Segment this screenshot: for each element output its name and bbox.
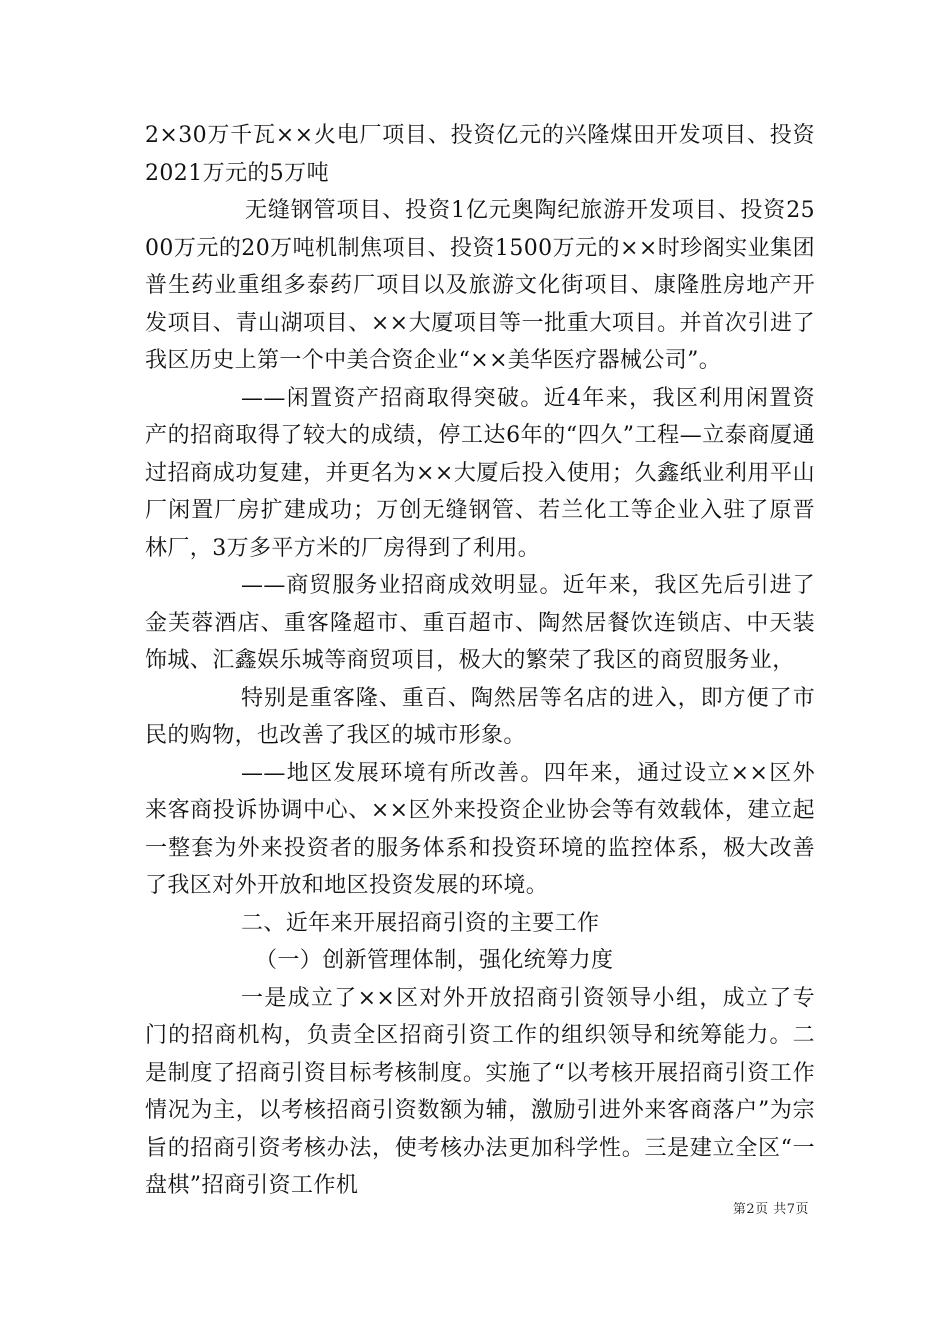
document-body	[145, 117, 815, 1205]
paragraph-3: ——闲置资产招商取得突破。近4年来，我区利用闲置资产的招商取得了较大的成绩，停工达6年的“四久”工程—立泰商厦通过招商成功复建，并更名为××大厦后投入使用；久鑫纸业利用平山厂闲置厂房扩建成功；万创无缝钢管、若兰化工等企业入驻了原晋林厂，3万多平方米的厂房得到了利用。	[145, 385, 815, 561]
paragraph-4: ——商贸服务业招商成效明显。近年来，我区先后引进了金芙蓉酒店、重客隆超市、重百超市、陶然居餐饮连锁店、中天装饰城、汇鑫娱乐城等商贸项目，极大的繁荣了我区的商贸服务业，	[145, 573, 815, 673]
subsection-heading: （一）创新管理体制，强化统筹力度	[255, 948, 614, 973]
page-number: 第2页 共7页	[732, 1202, 809, 1217]
paragraph-6: ——地区发展环境有所改善。四年来，通过设立××区外来客商投诉协调中心、××区外来投资企业协会等有效载体，建立起一整套为外来投资者的服务体系和投资环境的监控体系，极大改善了我区对外开放和地区投资发展的环境。	[145, 760, 815, 898]
section-heading: 二、近年来开展招商引资的主要工作	[241, 910, 600, 936]
paragraph-2: 无缝钢管项目、投资1亿元奥陶纪旅游开发项目、投资2500万元的20万吨机制焦项目、投资1500万元的××时珍阁实业集团普生药业重组多泰药厂项目以及旅游文化街项目、康隆胜房地产开发项目、青山湖项目、××大厦项目等一批重大项目。并首次引进了我区历史上第一个中美合资企业“××美华医疗器械公司”。	[145, 198, 815, 373]
paragraph-5: 特别是重客隆、重百、陶然居等名店的进入，即方便了市民的购物，也改善了我区的城市形象。	[145, 685, 815, 748]
paragraph-1: 2×30万千瓦××火电厂项目、投资亿元的兴隆煤田开发项目、投资2021万元的5万吨	[145, 123, 815, 186]
paragraph-7: 一是成立了××区对外开放招商引资领导小组，成立了专门的招商机构，负责全区招商引资工作的组织领导和统筹能力。二是制度了招商引资目标考核制度。实施了“以考核开展招商引资工作情况为主，以考核招商引资数额为辅，激励引进外来客商落户”为宗旨的招商引资考核办法，使考核办法更加科学性。三是建立全区“一盘棋”招商引资工作机	[145, 985, 815, 1198]
